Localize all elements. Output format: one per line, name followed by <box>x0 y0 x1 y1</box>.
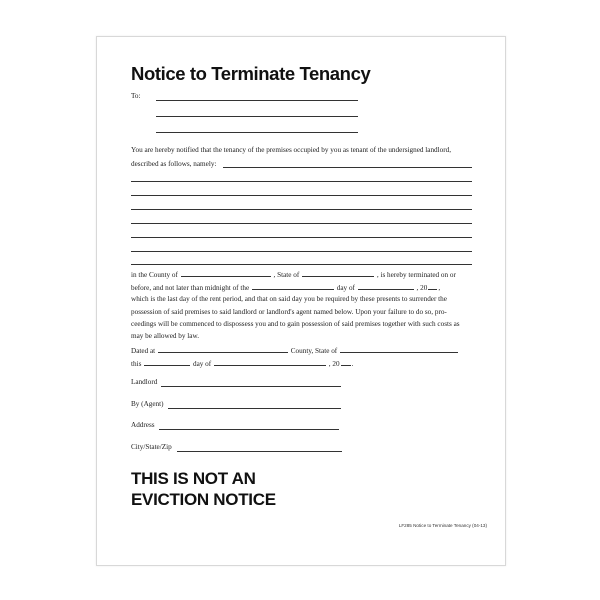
landlord-label: Landlord <box>131 378 158 386</box>
county-label: in the County of <box>131 271 178 279</box>
dated-day-of-label: day of <box>192 360 212 368</box>
midnight-text: before, and not later than midnight of the <box>131 284 250 292</box>
intro-text-line-1: You are hereby notified that the tenancy of the premises occupied by you as tenant of the undersigned landlord, <box>131 146 452 154</box>
dated-at-label: Dated at <box>131 347 156 355</box>
intro-text-line-2: described as follows, namely: <box>131 160 217 168</box>
body-text-line: which is the last day of the rent period, and that on said day you be required by these presents to surrender the <box>131 295 447 303</box>
dated-year-field[interactable] <box>341 358 351 366</box>
this-day-line <box>131 358 353 369</box>
county-line <box>131 269 456 280</box>
dated-year-suffix: . <box>351 360 354 368</box>
premises-description-line-1[interactable] <box>223 167 472 168</box>
dated-month-field[interactable] <box>214 358 326 366</box>
document-title: Notice to Terminate Tenancy <box>131 63 371 84</box>
notice-document <box>96 36 506 566</box>
premises-description-line-6[interactable] <box>131 237 472 238</box>
city-state-zip-label: City/State/Zip <box>131 443 172 451</box>
state-field[interactable] <box>302 269 374 277</box>
body-text-line: may be allowed by law. <box>131 332 199 340</box>
premises-description-line-4[interactable] <box>131 209 472 210</box>
termination-year-field[interactable] <box>428 282 437 290</box>
body-text-line: possession of said premises to said landlord or landlord's agent named below. Upon your failure to do so, pro- <box>131 308 447 316</box>
to-line-1[interactable] <box>156 100 358 101</box>
disclaimer-line-1: THIS IS NOT AN <box>131 469 256 488</box>
form-code: LF285 Notice to Terminate Tenancy (04-13) <box>398 523 487 528</box>
premises-description-line-8[interactable] <box>131 264 472 265</box>
disclaimer-line-2: EVICTION NOTICE <box>131 490 276 509</box>
agent-label: By (Agent) <box>131 400 164 408</box>
landlord-field[interactable] <box>161 386 341 387</box>
to-line-2[interactable] <box>156 116 358 117</box>
address-field[interactable] <box>159 429 339 430</box>
to-line-3[interactable] <box>156 132 358 133</box>
termination-month-field[interactable] <box>358 282 414 290</box>
premises-description-line-7[interactable] <box>131 251 472 252</box>
dated-year-prefix: , 20 <box>328 360 340 368</box>
this-label: this <box>131 360 142 368</box>
year-suffix: , <box>438 284 441 292</box>
premises-description-line-3[interactable] <box>131 195 472 196</box>
county-field[interactable] <box>181 269 271 277</box>
address-label: Address <box>131 421 155 429</box>
city-state-zip-field[interactable] <box>177 451 342 452</box>
dated-line <box>131 345 459 356</box>
county-state-label: County, State of <box>290 347 338 355</box>
termination-day-field[interactable] <box>252 282 334 290</box>
day-of-label: day of <box>336 284 355 292</box>
terminated-text: , is hereby terminated on or <box>376 271 456 279</box>
premises-description-line-5[interactable] <box>131 223 472 224</box>
agent-field[interactable] <box>168 408 341 409</box>
body-text-line: ceedings will be commenced to dispossess you and to gain possession of said premises together with such costs as <box>131 320 460 328</box>
year-prefix: , 20 <box>416 284 428 292</box>
dated-state-field[interactable] <box>340 345 458 353</box>
to-label: To: <box>131 92 141 100</box>
dated-place-field[interactable] <box>158 345 288 353</box>
state-label: , State of <box>273 271 300 279</box>
dated-day-field[interactable] <box>144 358 190 366</box>
premises-description-line-2[interactable] <box>131 181 472 182</box>
midnight-line <box>131 282 440 293</box>
